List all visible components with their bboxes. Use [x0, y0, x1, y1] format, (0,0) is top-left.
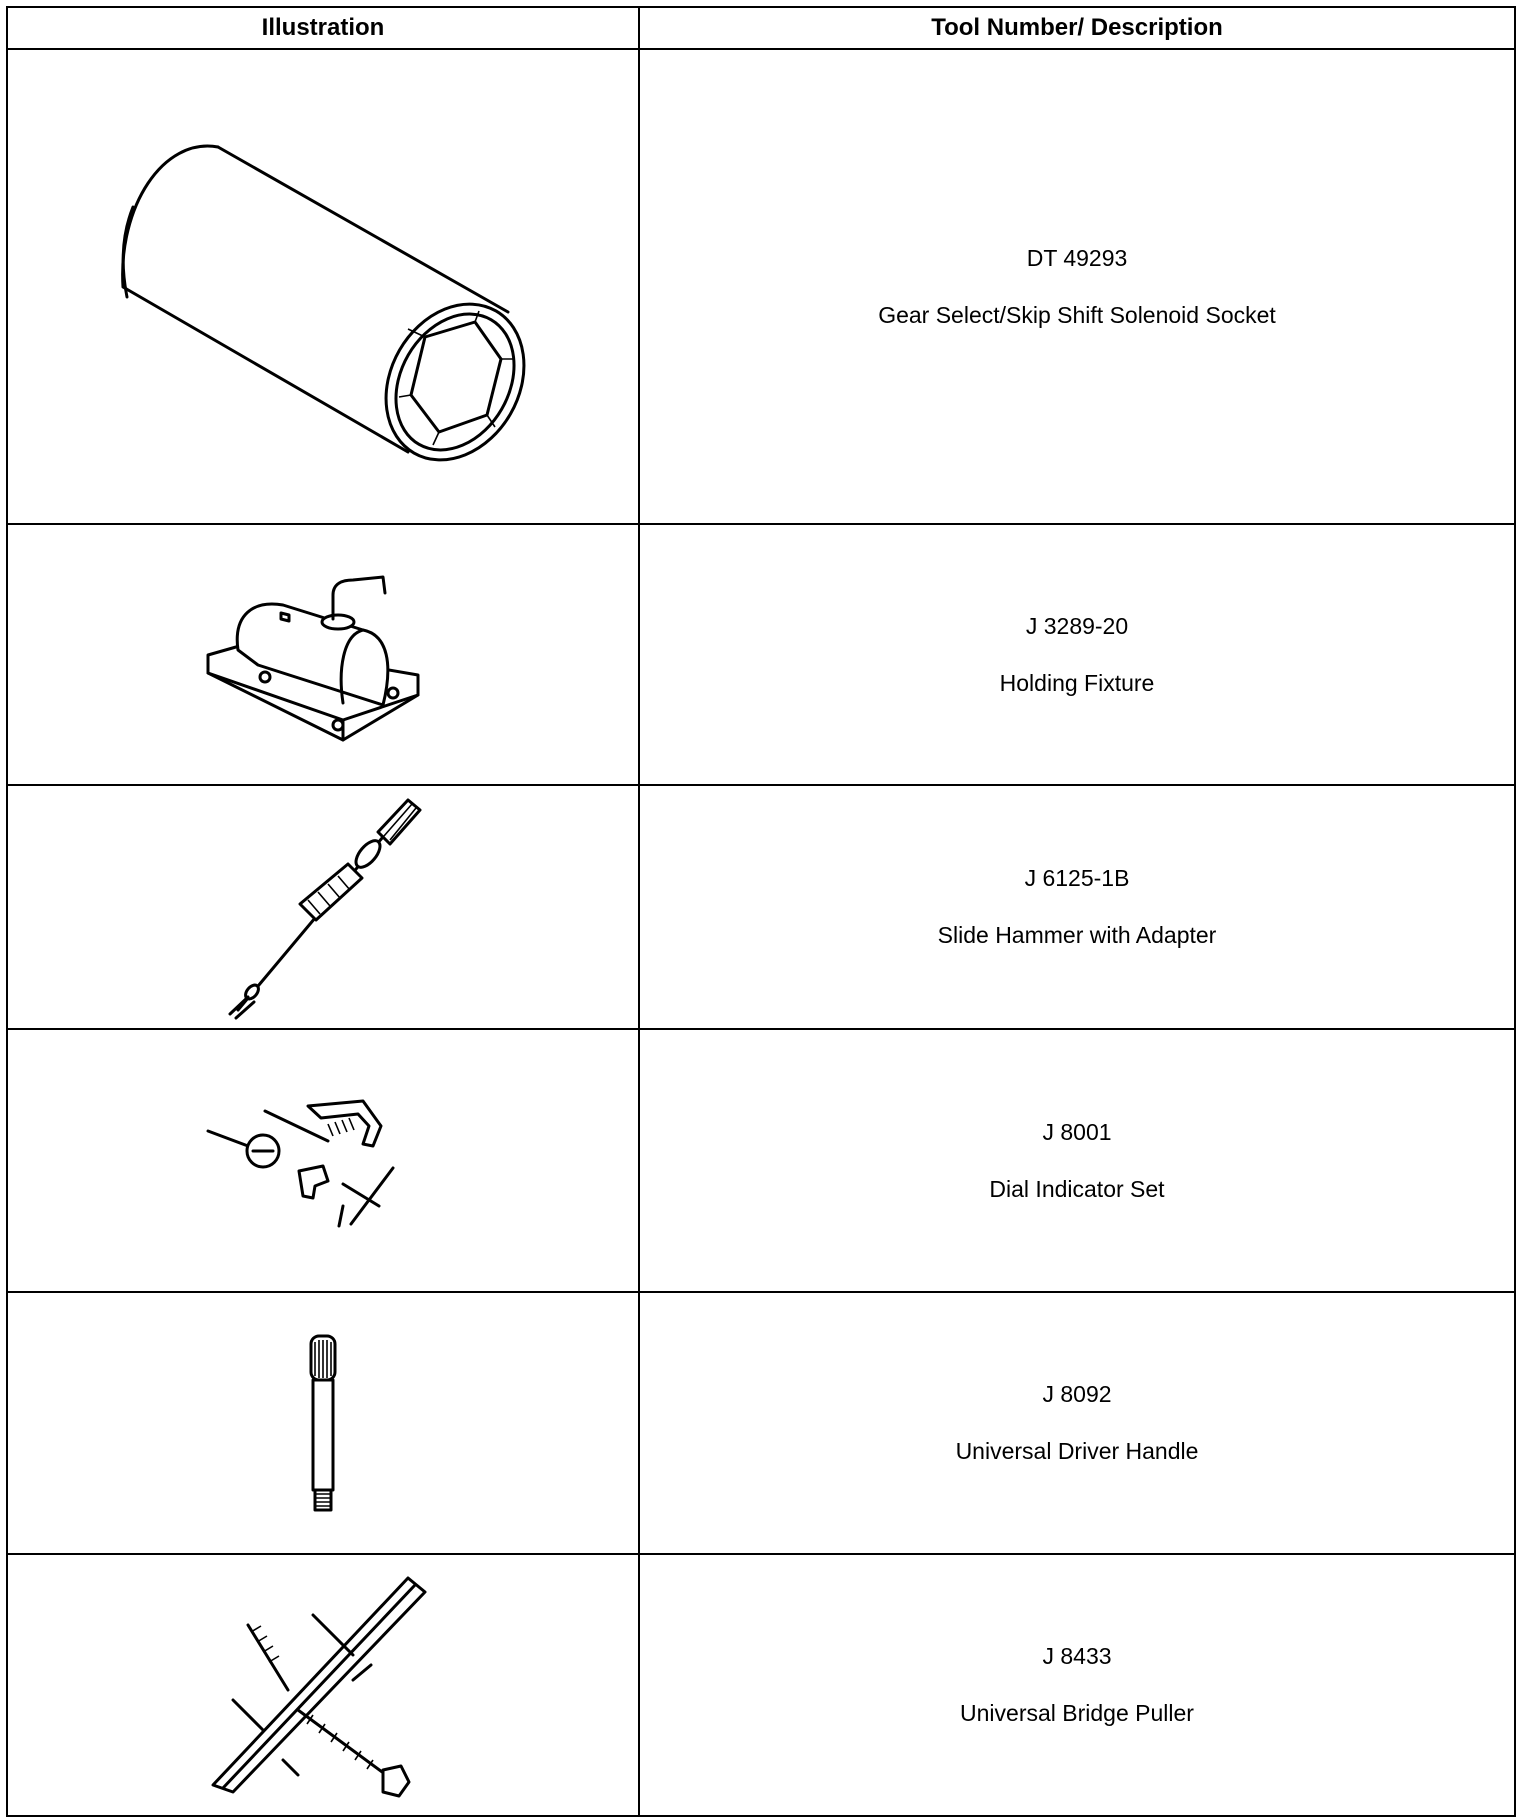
tool-number: J 3289-20: [1025, 612, 1129, 639]
table-row: [7, 524, 1515, 785]
table-row: [7, 1292, 1515, 1554]
header-row: [7, 7, 1515, 49]
table-row: [7, 49, 1515, 524]
illustration-cell: [7, 49, 639, 524]
table-row: [7, 1029, 1515, 1292]
holding-fixture-icon: [193, 555, 453, 755]
tool-description-cell: [639, 524, 1515, 785]
illustration-cell: [7, 1554, 639, 1816]
table-row: [7, 785, 1515, 1029]
socket-icon: [103, 97, 543, 477]
tool-description: Slide Hammer with Adapter: [937, 922, 1217, 948]
tool-description: Universal Driver Handle: [955, 1438, 1199, 1464]
illustration-cell: [7, 524, 639, 785]
tool-number: J 6125-1B: [1024, 865, 1130, 891]
illustration-cell: [7, 785, 639, 1029]
tool-number: J 8092: [1042, 1381, 1112, 1407]
dial-indicator-set-icon: [203, 1086, 443, 1236]
header-tool-description: Tool Number/ Description: [639, 7, 1515, 49]
tool-number: DT 49293: [1026, 244, 1128, 271]
tool-description-cell: [639, 49, 1515, 524]
tool-description-cell: [639, 785, 1515, 1029]
tool-description: Holding Fixture: [999, 669, 1155, 696]
tool-description: Gear Select/Skip Shift Solenoid Socket: [878, 301, 1276, 328]
driver-handle-icon: [293, 1328, 353, 1518]
tool-description-cell: [639, 1029, 1515, 1292]
header-illustration: Illustration: [7, 7, 639, 49]
tool-description-cell: [639, 1554, 1515, 1816]
tool-description-cell: [639, 1292, 1515, 1554]
slide-hammer-icon: [208, 792, 438, 1022]
illustration-cell: [7, 1292, 639, 1554]
bridge-puller-icon: [203, 1570, 443, 1800]
illustration-cell: [7, 1029, 639, 1292]
tool-description: Universal Bridge Puller: [960, 1700, 1194, 1726]
table-row: [7, 1554, 1515, 1816]
special-tools-table: [6, 6, 1516, 1817]
tool-number: J 8433: [1042, 1643, 1112, 1669]
tool-number: J 8001: [1042, 1118, 1112, 1145]
tool-description: Dial Indicator Set: [989, 1175, 1165, 1202]
